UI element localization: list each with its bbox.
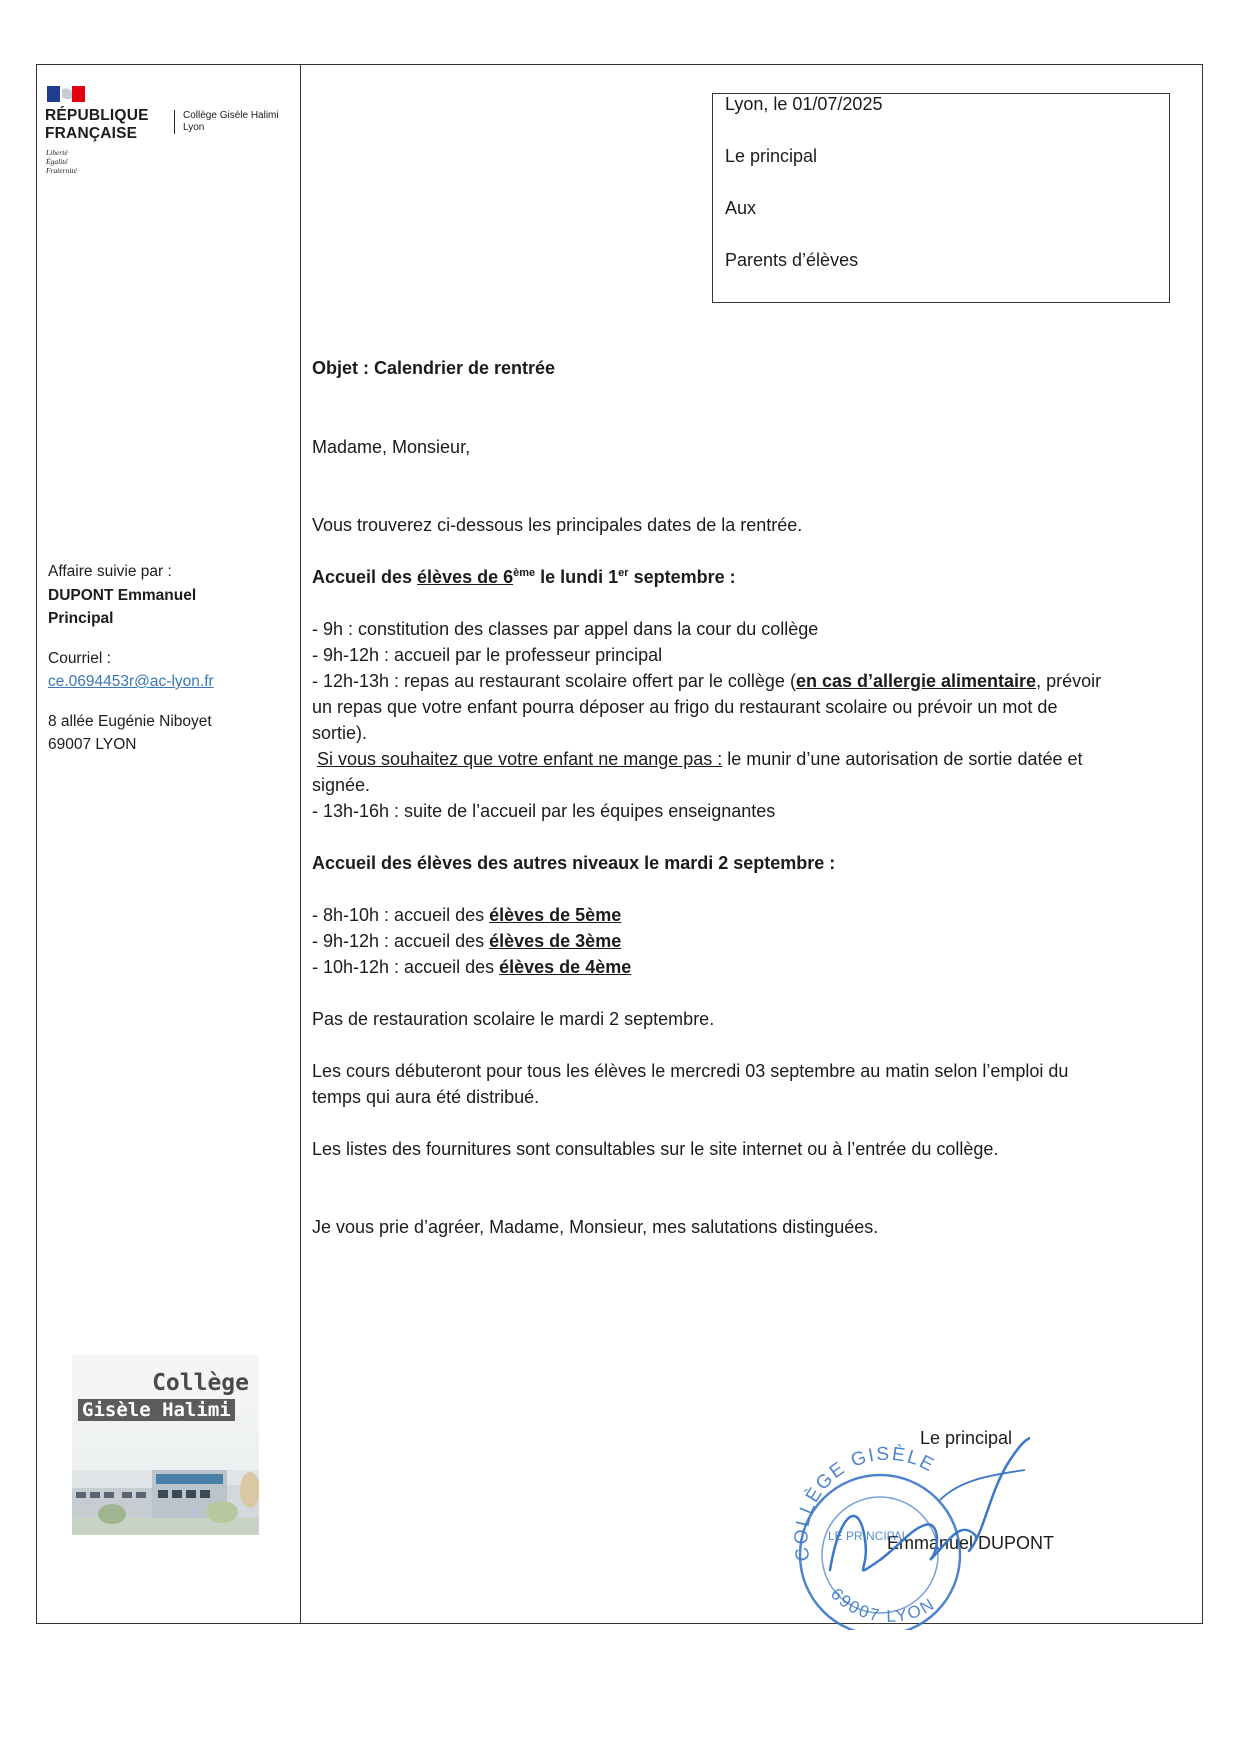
sixth-line2: - 9h-12h : accueil par le professeur principal <box>312 645 663 665</box>
affaire-label: Affaire suivie par : <box>48 563 172 580</box>
other-grade-item: - 9h-12h : accueil des élèves de 3ème <box>312 931 622 951</box>
school-stamp-and-signature <box>790 1420 1030 1630</box>
sixth-line1: - 9h : constitution des classes par appel dans la cour du collège <box>312 619 819 639</box>
logo-line2: Gisèle Halimi <box>78 1399 235 1421</box>
sixth-line3: - 12h-13h : repas au restaurant scolaire offert par le collège (en cas d’allergie alimentaire, prévoir <box>312 671 1102 691</box>
motto-liberte: Liberté <box>46 148 68 157</box>
no-lunch-notice: Pas de restauration scolaire le mardi 2 septembre. <box>312 1009 715 1029</box>
college-name: Collège Gisèle Halimi <box>183 110 279 121</box>
recipient-box <box>712 93 1170 303</box>
courses-line2: temps qui aura été distribué. <box>312 1087 540 1107</box>
republic-line1: RÉPUBLIQUE <box>45 107 149 124</box>
other-grade-item: - 8h-10h : accueil des élèves de 5ème <box>312 905 622 925</box>
letter-date: Lyon, le 01/07/2025 <box>725 94 883 114</box>
svg-text:LE PRINCIPAL: LE PRINCIPAL <box>828 1529 909 1543</box>
courses-line1: Les cours débuteront pour tous les élèves le mercredi 03 septembre au matin selon l’emploi du <box>312 1061 1069 1081</box>
republic-motto <box>46 148 77 175</box>
college-logo <box>72 1355 259 1535</box>
supplies-notice: Les listes des fournitures sont consultables sur le site internet ou à l’entrée du collège. <box>312 1139 999 1159</box>
heading-sixth-grade: Accueil des élèves de 6ème le lundi 1er septembre : <box>312 567 736 587</box>
recipient-aux: Aux <box>725 198 757 218</box>
recipient-addressee: Parents d’élèves <box>725 250 859 270</box>
signature-title: Le principal <box>920 1428 1013 1448</box>
sender-title: Le principal <box>725 146 818 166</box>
other-grade-item: - 10h-12h : accueil des élèves de 4ème <box>312 957 632 977</box>
motto-fraternite: Fraternité <box>46 166 77 175</box>
email-link[interactable]: ce.0694453r@ac-lyon.fr <box>48 673 214 690</box>
sixth-line8: - 13h-16h : suite de l’accueil par les équipes enseignantes <box>312 801 776 821</box>
school-building-image <box>72 1430 259 1535</box>
column-divider <box>300 64 301 1624</box>
sixth-line7: signée. <box>312 775 371 795</box>
closing-formula: Je vous prie d’agréer, Madame, Monsieur, mes salutations distinguées. <box>312 1217 879 1237</box>
college-city: Lyon <box>183 122 205 133</box>
sixth-line5: sortie). <box>312 723 368 743</box>
heading-other-grades: Accueil des élèves des autres niveaux le mardi 2 septembre : <box>312 853 836 873</box>
letter-intro: Vous trouverez ci-dessous les principales dates de la rentrée. <box>312 515 803 535</box>
marianne-logo-icon <box>47 86 85 102</box>
contact-role: Principal <box>48 610 114 627</box>
sixth-line6: Si vous souhaitez que votre enfant ne mange pas : le munir d’une autorisation de sortie datée et <box>317 749 1083 769</box>
svg-text:69007 LYON: 69007 LYON <box>826 1584 939 1626</box>
motto-egalite: Égalité <box>46 157 68 166</box>
contact-name: DUPONT Emmanuel <box>48 586 197 604</box>
college-tag <box>174 110 279 134</box>
logo-line1: Collège <box>152 1370 249 1396</box>
courriel-label: Courriel : <box>48 649 111 667</box>
republic-line2: FRANÇAISE <box>45 125 138 142</box>
address-line2: 69007 LYON <box>48 736 137 753</box>
letter-object: Objet : Calendrier de rentrée <box>312 358 556 378</box>
address-line1: 8 allée Eugénie Niboyet <box>48 712 212 730</box>
letter-salutation: Madame, Monsieur, <box>312 437 471 457</box>
contact-sidebar <box>48 560 214 757</box>
svg-text:COLLÈGE GISÈLE: COLLÈGE GISÈLE <box>791 1443 939 1563</box>
signature-name: Emmanuel DUPONT <box>887 1533 1055 1553</box>
sixth-line4: un repas que votre enfant pourra déposer au frigo du restaurant scolaire ou prévoir un mot de <box>312 697 1058 717</box>
republique-francaise-title <box>45 107 149 143</box>
